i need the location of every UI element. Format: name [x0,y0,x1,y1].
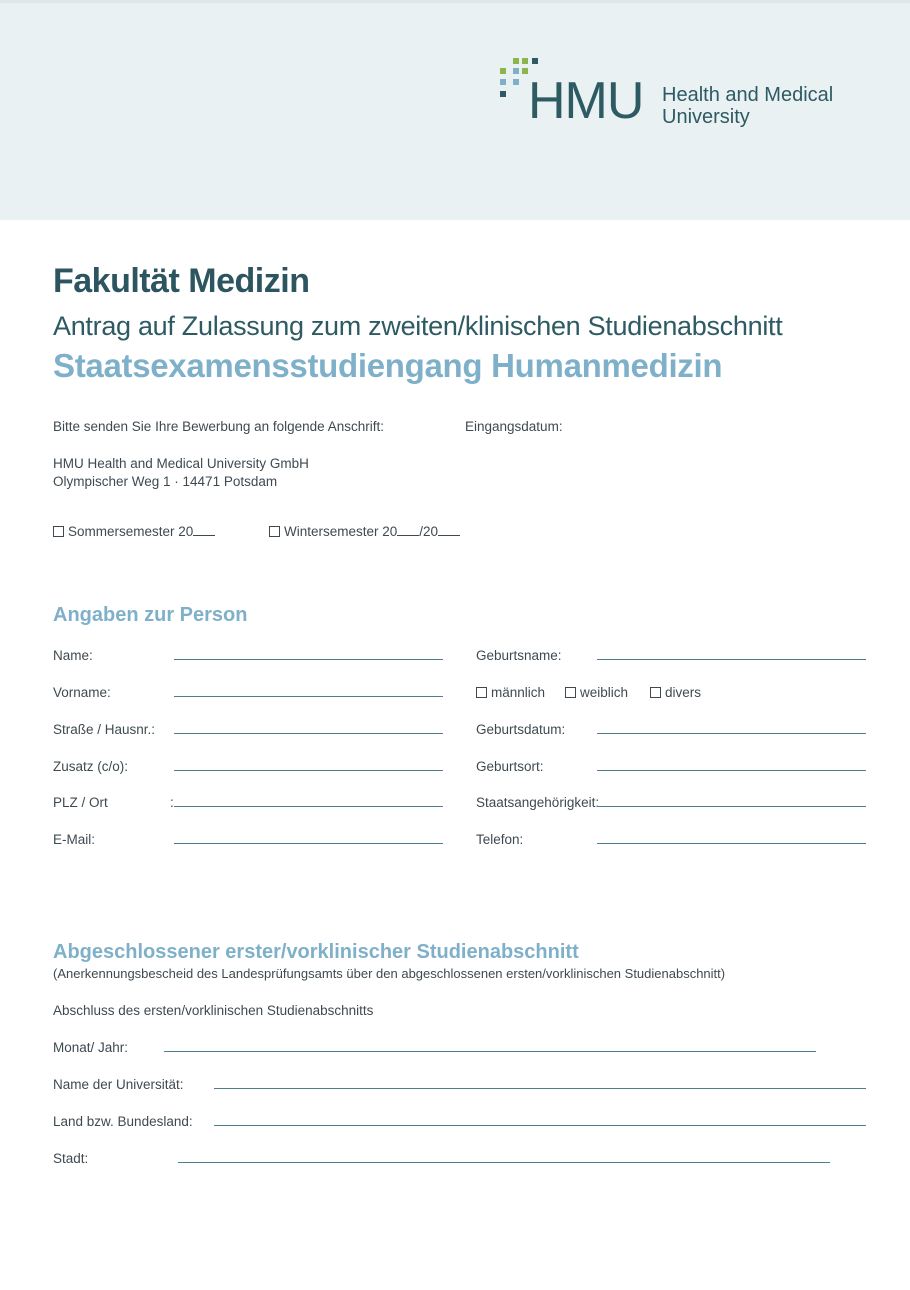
prior-intro: Abschluss des ersten/vorklinischen Studienabschnitts [53,1003,374,1018]
state-label: Land bzw. Bundesland: [53,1114,193,1129]
firstname-label: Vorname: [53,685,111,700]
winter-separator: /20 [419,524,439,539]
winter-year-blank-2[interactable] [438,525,460,536]
city-field[interactable] [178,1162,830,1163]
logo-line-1: Health and Medical [662,84,834,106]
zip-city-colon: : [170,795,174,810]
city-label: Stadt: [53,1151,89,1166]
winter-semester-option[interactable] [269,524,460,539]
gender-female-option[interactable] [565,685,628,700]
name-field[interactable] [174,659,443,660]
co-field[interactable] [174,770,443,771]
female-label: weiblich [580,685,629,700]
state-field[interactable] [214,1125,866,1126]
birthdate-field[interactable] [597,733,866,734]
gender-diverse-option[interactable] [650,685,701,700]
female-checkbox[interactable] [565,687,576,698]
university-field[interactable] [214,1088,866,1089]
summer-checkbox[interactable] [53,526,64,537]
co-label: Zusatz (c/o): [53,759,129,774]
diverse-checkbox[interactable] [650,687,661,698]
birthname-field[interactable] [597,659,866,660]
university-label: Name der Universität: [53,1077,184,1092]
email-label: E-Mail: [53,832,96,847]
winter-checkbox[interactable] [269,526,280,537]
person-section-heading: Angaben zur Person [53,604,248,626]
street-label: Straße / Hausnr.: [53,722,156,737]
logo-wordmark: HMU [528,72,644,130]
faculty-title: Fakultät Medizin [53,262,310,300]
hmu-logo [498,58,858,138]
male-checkbox[interactable] [476,687,487,698]
program-title: Staatsexamensstudiengang Humanmedizin [53,347,723,384]
nationality-field[interactable] [597,806,866,807]
month-year-field[interactable] [164,1051,816,1052]
birthplace-label: Geburtsort: [476,759,544,774]
diverse-label: divers [665,685,702,700]
logo-subtitle [662,84,833,128]
month-year-label: Monat/ Jahr: [53,1040,129,1055]
address-intro: Bitte senden Sie Ihre Bewerbung an folgende Anschrift: [53,419,384,434]
summer-label: Sommersemester 20 [68,524,194,539]
email-field[interactable] [174,843,443,844]
birthplace-field[interactable] [597,770,866,771]
street-field[interactable] [174,733,443,734]
winter-label: Wintersemester 20 [284,524,398,539]
zip-city-label: PLZ / Ort [53,795,108,810]
gender-male-option[interactable] [476,685,545,700]
logo-line-2: University [662,106,750,128]
prior-section-heading: Abgeschlossener erster/vorklinischer Studienabschnitt [53,941,579,963]
address-line-1: HMU Health and Medical University GmbH [53,456,309,471]
summer-semester-option[interactable] [53,524,215,539]
nationality-label: Staatsangehörigkeit: [476,795,600,810]
address-line-2: Olympischer Weg 1 · 14471 Potsdam [53,474,278,489]
birthname-label: Geburtsname: [476,648,562,663]
summer-year-blank[interactable] [193,525,215,536]
received-date-label: Eingangsdatum: [465,419,563,434]
name-label: Name: [53,648,93,663]
male-label: männlich [491,685,546,700]
phone-field[interactable] [597,843,866,844]
prior-section-note: (Anerkennungsbescheid des Landesprüfungsamts über den abgeschlossenen ersten/vorklinischen Studienabschnitt) [53,966,726,981]
zip-city-field[interactable] [174,806,443,807]
winter-year-blank-1[interactable] [397,525,419,536]
firstname-field[interactable] [174,696,443,697]
phone-label: Telefon: [476,832,524,847]
form-subtitle: Antrag auf Zulassung zum zweiten/klinischen Studienabschnitt [53,311,783,341]
birthdate-label: Geburtsdatum: [476,722,566,737]
